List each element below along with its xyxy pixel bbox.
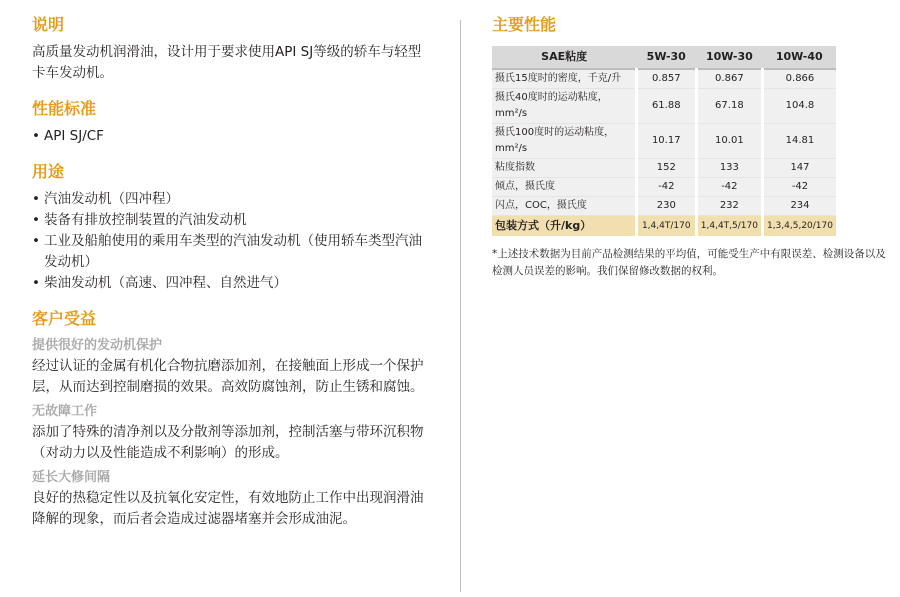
table-cell: 67.18	[696, 89, 762, 124]
table-cell: 0.866	[762, 69, 836, 89]
table-row	[492, 124, 836, 159]
table-row-label: 倾点，摄氏度	[492, 178, 636, 197]
table-header-cell: 10W-30	[696, 46, 762, 69]
usage-item: • 汽油发动机（四冲程）	[32, 189, 432, 210]
description-text: 高质量发动机润滑油，设计用于要求使用API SJ等级的轿车与轻型卡车发动机。	[32, 44, 422, 81]
usage-item: • 装备有排放控制装置的汽油发动机	[32, 210, 432, 231]
table-cell: 230	[636, 197, 696, 216]
table-cell: 147	[762, 159, 836, 178]
usage-heading: 用途	[32, 162, 65, 181]
usage-list	[32, 189, 432, 294]
table-cell: 0.857	[636, 69, 696, 89]
performance-heading: 主要性能	[492, 15, 557, 34]
table-cell: 10.17	[636, 124, 696, 159]
table-header-cell: 10W-40	[762, 46, 836, 69]
footnote: *上述技术数据为目前产品检测结果的平均值，可能受生产中有限误差、检测设备以及检测人员误差的影响。我们保留修改数据的权利。	[492, 248, 886, 277]
benefit-text: 经过认证的金属有机化合物抗磨添加剂，在接触面上形成一个保护层，从而达到控制磨损的效果。高效防腐蚀剂，防止生锈和腐蚀。	[32, 358, 424, 395]
benefit-subheading: 提供很好的发动机保护	[32, 338, 163, 353]
table-cell: 104.8	[762, 89, 836, 124]
description-heading: 说明	[32, 15, 65, 34]
left-column	[32, 14, 432, 544]
standards-section	[32, 98, 432, 147]
table-row-label: 闪点，COC，摄氏度	[492, 197, 636, 216]
table-row-label: 摄氏15度时的密度，千克/升	[492, 69, 636, 89]
table-cell: 0.867	[696, 69, 762, 89]
table-row-label: 粘度指数	[492, 159, 636, 178]
standards-heading: 性能标准	[32, 99, 97, 118]
benefit-text: 良好的热稳定性以及抗氧化安定性，有效地防止工作中出现润滑油降解的现象，而后者会造成过滤器堵塞并会形成油泥。	[32, 490, 424, 527]
table-cell: -42	[762, 178, 836, 197]
usage-section	[32, 161, 432, 294]
table-cell: 133	[696, 159, 762, 178]
table-cell: -42	[636, 178, 696, 197]
column-divider	[460, 20, 461, 592]
standards-item: • API SJ/CF	[32, 126, 432, 147]
benefit-text: 添加了特殊的清净剂以及分散剂等添加剂，控制活塞与带环沉积物（对动力以及性能造成不利影响）的形成。	[32, 424, 424, 461]
table-row	[492, 178, 836, 197]
standards-list	[32, 126, 432, 147]
performance-table	[492, 46, 836, 236]
description-section	[32, 14, 432, 84]
table-header-row	[492, 46, 836, 69]
packaging-row	[492, 216, 836, 237]
usage-item: • 工业及船舶使用的乘用车类型的汽油发动机（使用轿车类型汽油发动机）	[32, 231, 432, 273]
table-cell: 14.81	[762, 124, 836, 159]
benefits-heading: 客户受益	[32, 309, 97, 328]
packaging-cell: 1,3,4,5,20/170	[762, 216, 836, 237]
table-row	[492, 89, 836, 124]
table-row-label: 摄氏100度时的运动粘度，mm²/s	[492, 124, 636, 159]
packaging-label: 包装方式（升/kg）	[492, 216, 636, 237]
table-header-cell: SAE粘度	[492, 46, 636, 69]
table-row-label: 摄氏40度时的运动粘度，mm²/s	[492, 89, 636, 124]
table-row	[492, 69, 836, 89]
table-row	[492, 197, 836, 216]
benefit-subheading: 延长大修间隔	[32, 470, 111, 485]
table-cell: 234	[762, 197, 836, 216]
table-cell: 61.88	[636, 89, 696, 124]
right-column	[492, 14, 892, 280]
usage-item: • 柴油发动机（高速、四冲程、自然进气）	[32, 273, 432, 294]
table-row	[492, 159, 836, 178]
packaging-cell: 1,4,4T,5/170	[696, 216, 762, 237]
table-cell: -42	[696, 178, 762, 197]
table-header-cell: 5W-30	[636, 46, 696, 69]
benefits-section	[32, 308, 432, 530]
table-cell: 232	[696, 197, 762, 216]
packaging-cell: 1,4,4T/170	[636, 216, 696, 237]
benefit-subheading: 无故障工作	[32, 404, 98, 419]
table-cell: 10.01	[696, 124, 762, 159]
table-cell: 152	[636, 159, 696, 178]
